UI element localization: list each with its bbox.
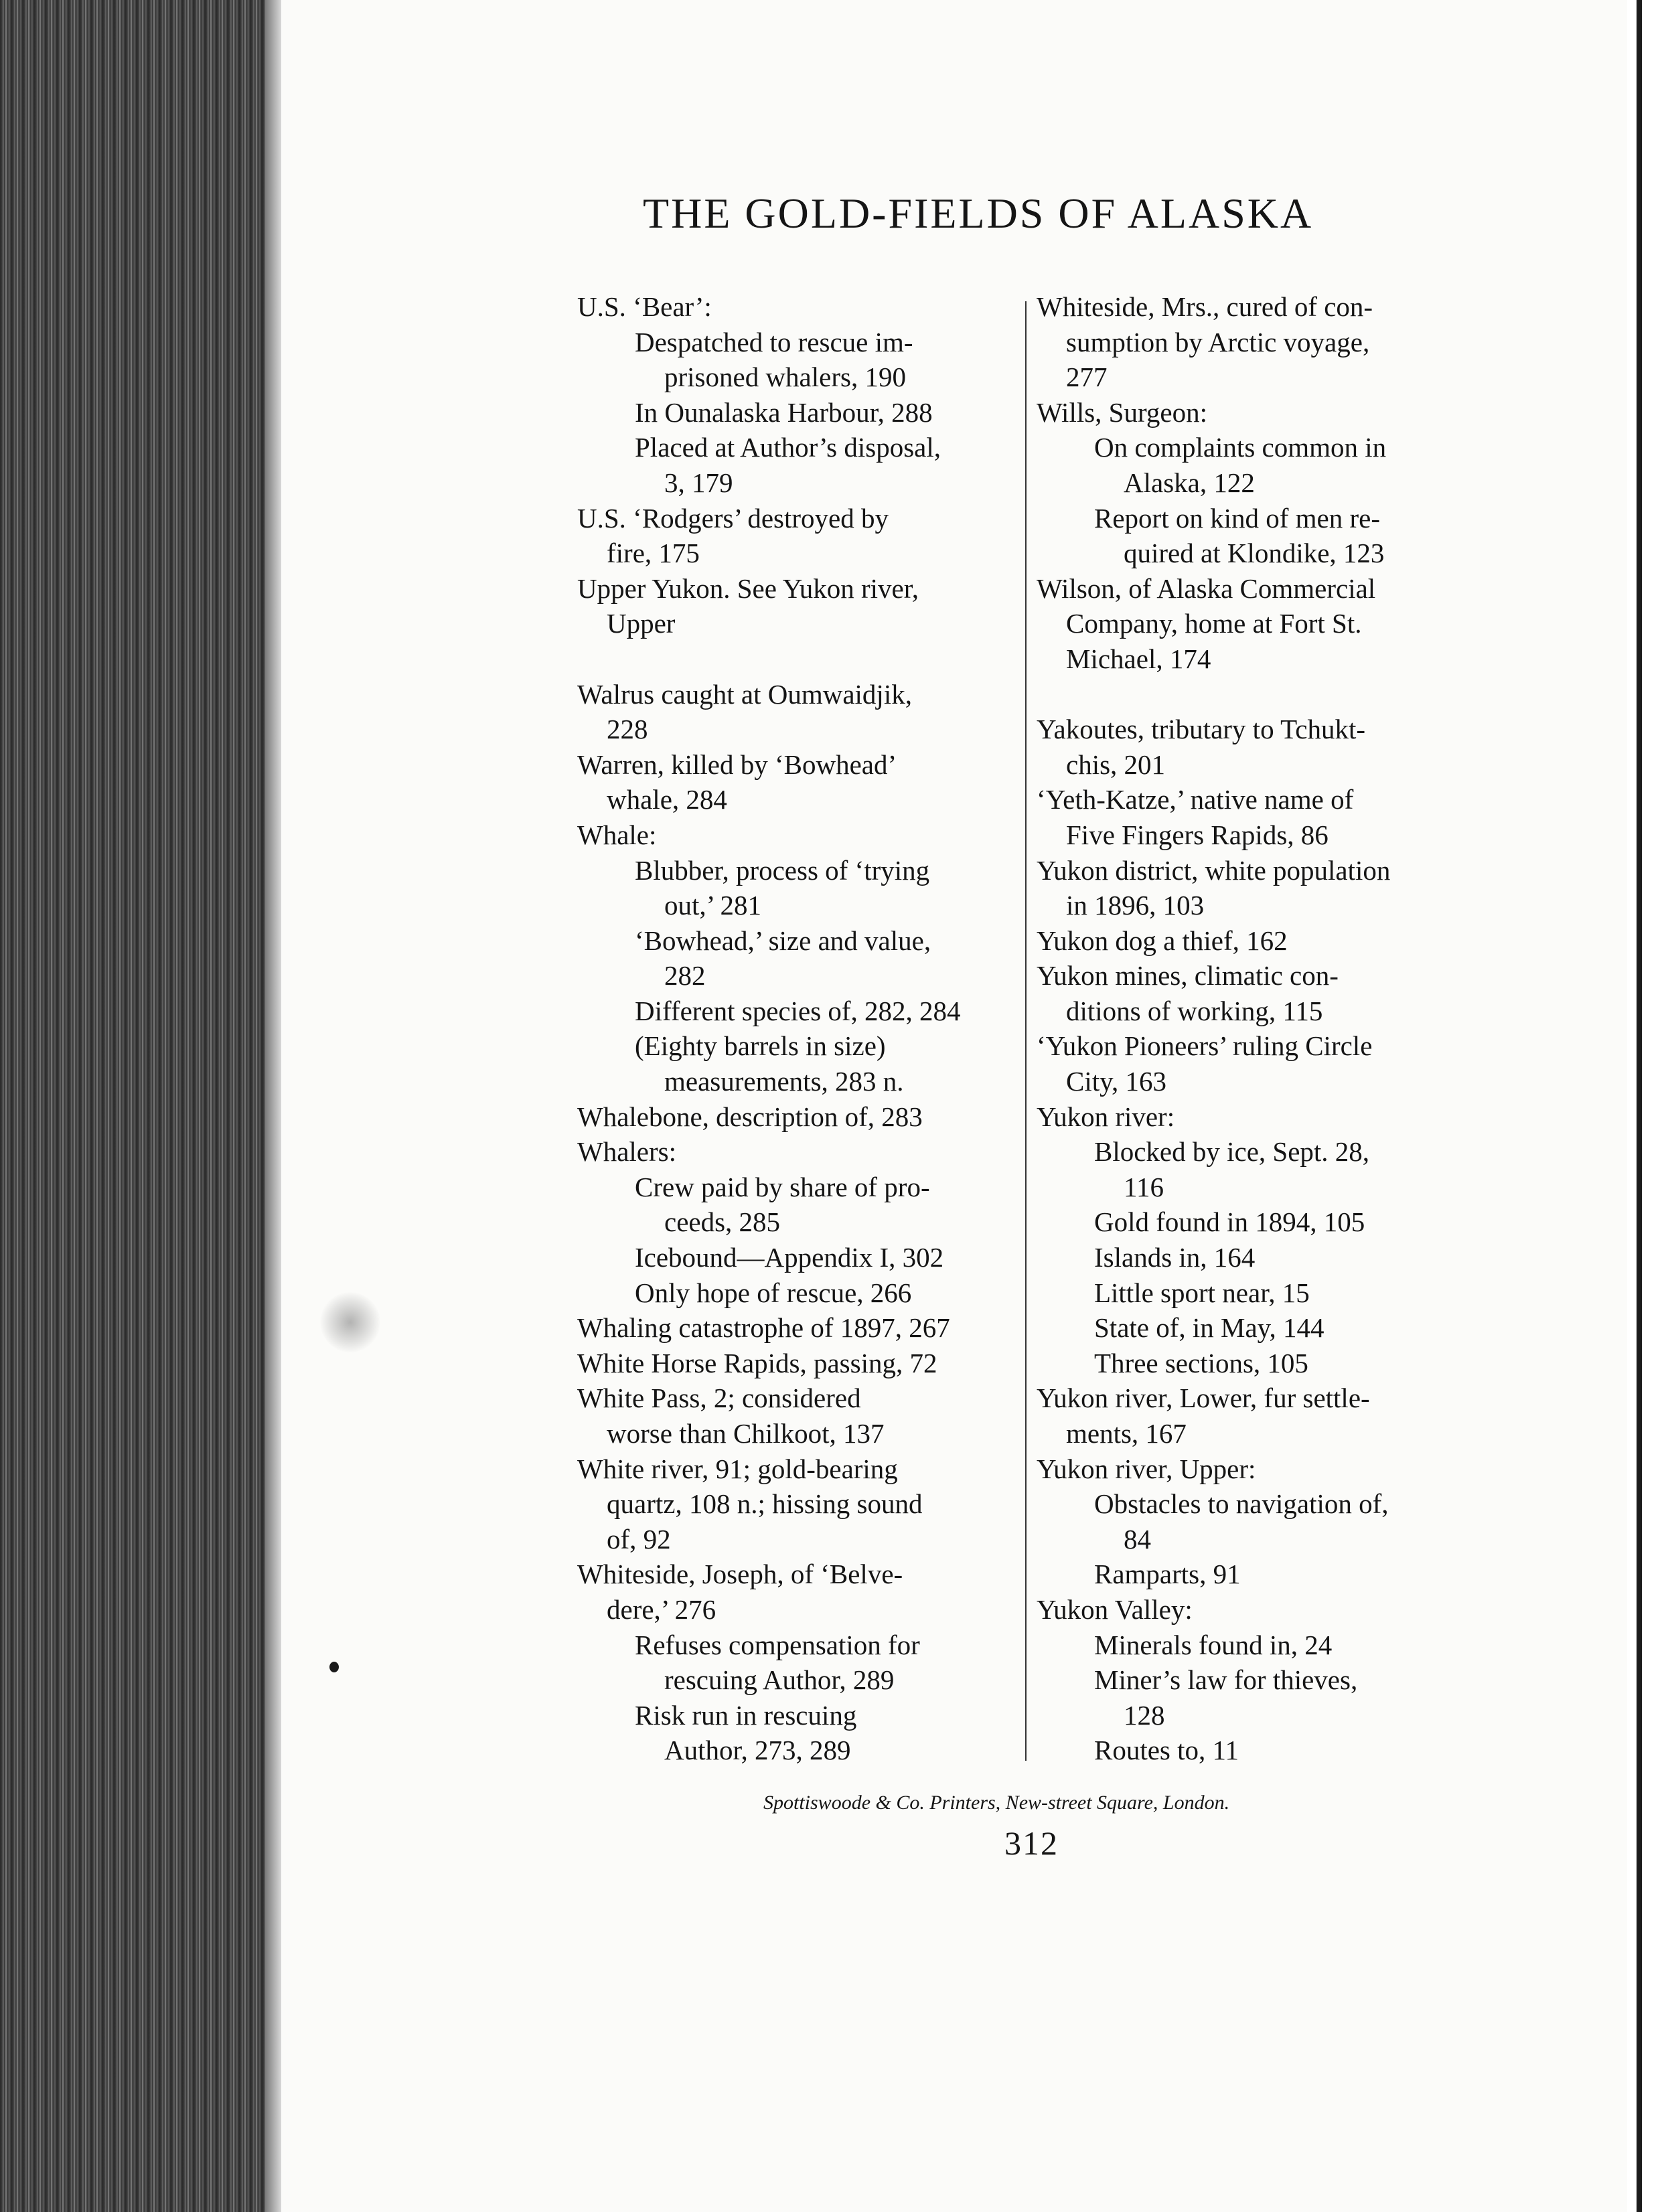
- index-subentry-line: Gold found in 1894, 105: [1094, 1206, 1365, 1238]
- index-subentry-line: Crew paid by share of pro-: [635, 1171, 930, 1202]
- index-subentry-line: ceeds, 285: [664, 1206, 781, 1238]
- scan-smudge: [320, 1292, 380, 1352]
- index-entry-line: City, 163: [1066, 1066, 1166, 1097]
- index-entry-line: Whiteside, Mrs., cured of con-: [1037, 291, 1373, 322]
- index-entry-line: Whalebone, description of, 283: [577, 1101, 923, 1132]
- page-title: THE GOLD-FIELDS OF ALASKA: [643, 189, 1314, 237]
- index-entry-line: Yukon Valley:: [1037, 1593, 1193, 1625]
- index-entry-line: Wilson, of Alaska Commercial: [1037, 572, 1376, 604]
- index-entry-line: U.S. ‘Bear’:: [577, 291, 712, 322]
- index-entry-line: of, 92: [607, 1523, 671, 1555]
- index-subentry-line: Refuses compensation for: [635, 1629, 920, 1660]
- index-subentry-line: prisoned whalers, 190: [664, 362, 906, 393]
- index-subentry-line: Three sections, 105: [1094, 1347, 1308, 1378]
- index-subentry-line: quired at Klondike, 123: [1124, 538, 1385, 569]
- index-subentry-line: Icebound—Appendix I, 302: [635, 1242, 944, 1273]
- index-entry-line: fire, 175: [607, 538, 700, 569]
- index-subentry-line: Risk run in rescuing: [635, 1699, 857, 1731]
- index-subentry-line: measurements, 283 n.: [664, 1066, 904, 1097]
- index-subentry-line: 128: [1124, 1699, 1165, 1731]
- index-entry-line: worse than Chilkoot, 137: [607, 1418, 885, 1449]
- index-subentry-line: rescuing Author, 289: [664, 1664, 895, 1696]
- index-entry-line: Yukon district, white population: [1037, 854, 1391, 886]
- index-subentry-line: 116: [1124, 1171, 1164, 1202]
- index-subentry-line: Little sport near, 15: [1094, 1277, 1310, 1308]
- index-subentry-line: Miner’s law for thieves,: [1094, 1664, 1358, 1696]
- index-entry-line: ditions of working, 115: [1066, 995, 1323, 1026]
- index-subentry-line: Ramparts, 91: [1094, 1559, 1241, 1590]
- index-subentry-line: 282: [664, 960, 706, 992]
- index-entry-line: U.S. ‘Rodgers’ destroyed by: [577, 502, 889, 534]
- index-entry-line: ‘Yukon Pioneers’ ruling Circle: [1037, 1030, 1373, 1062]
- index-entry-line: Yukon river:: [1037, 1101, 1175, 1132]
- index-entry-line: Michael, 174: [1066, 643, 1211, 674]
- index-entry-line: Yukon river, Upper:: [1037, 1453, 1256, 1484]
- index-entry-line: Whalers:: [577, 1136, 676, 1168]
- index-entry-line: Yakoutes, tributary to Tchukt-: [1037, 714, 1365, 745]
- index-entry-line: Upper Yukon. See Yukon river,: [577, 572, 919, 604]
- index-entry-line: Warren, killed by ‘Bowhead’: [577, 748, 897, 780]
- index-subentry-line: Author, 273, 289: [664, 1735, 851, 1766]
- index-entry-line: Five Fingers Rapids, 86: [1066, 819, 1329, 850]
- index-entry-line: Company, home at Fort St.: [1066, 608, 1362, 639]
- index-subentry-line: Different species of, 282, 284: [635, 995, 961, 1026]
- entry-gap: [1037, 677, 1479, 712]
- index-column-left: [577, 289, 1019, 1768]
- index-subentry-line: Report on kind of men re-: [1094, 502, 1380, 534]
- index-entry-line: Yukon river, Lower, fur settle-: [1037, 1382, 1370, 1414]
- index-subentry-line: Routes to, 11: [1094, 1735, 1239, 1766]
- index-subentry-line: Only hope of rescue, 266: [635, 1277, 912, 1308]
- index-subentry-line: Blubber, process of ‘trying: [635, 854, 930, 886]
- index-entry-line: Walrus caught at Oumwaidjik,: [577, 678, 912, 710]
- index-entry-line: ‘Yeth-Katze,’ native name of: [1037, 784, 1354, 815]
- index-entry-line: White Pass, 2; considered: [577, 1382, 861, 1414]
- index-entry-line: White river, 91; gold-bearing: [577, 1453, 898, 1484]
- printer-imprint: Spottiswoode & Co. Printers, New-street Square, London.: [763, 1792, 1230, 1814]
- index-entry-line: chis, 201: [1066, 748, 1166, 780]
- index-entry-line: quartz, 108 n.; hissing sound: [607, 1488, 923, 1520]
- index-subentry-line: ‘Bowhead,’ size and value,: [635, 925, 931, 956]
- index-entry-line: Yukon mines, climatic con-: [1037, 960, 1339, 992]
- index-entry-line: ments, 167: [1066, 1418, 1187, 1449]
- index-entry-line: sumption by Arctic voyage,: [1066, 326, 1370, 358]
- page-number: 312: [1004, 1824, 1059, 1862]
- index-entry-line: White Horse Rapids, passing, 72: [577, 1347, 937, 1378]
- index-subentry-line: Islands in, 164: [1094, 1242, 1256, 1273]
- scan-dot: [329, 1662, 339, 1672]
- book-page-edges: [0, 0, 281, 2212]
- index-subentry-line: Alaska, 122: [1124, 467, 1255, 498]
- index-subentry-line: State of, in May, 144: [1094, 1312, 1324, 1344]
- index-subentry-line: 84: [1124, 1523, 1151, 1555]
- index-subentry-line: Blocked by ice, Sept. 28,: [1094, 1136, 1370, 1168]
- column-divider: [1025, 301, 1027, 1761]
- index-subentry-line: Despatched to rescue im-: [635, 326, 913, 358]
- index-entry-line: Whaling catastrophe of 1897, 267: [577, 1312, 950, 1344]
- index-entry-line: Upper: [607, 608, 676, 639]
- index-entry-line: 228: [607, 714, 648, 745]
- index-entry-line: dere,’ 276: [607, 1593, 716, 1625]
- index-subentry-line: Obstacles to navigation of,: [1094, 1488, 1389, 1520]
- index-entry-line: 277: [1066, 362, 1108, 393]
- index-subentry-line: (Eighty barrels in size): [635, 1030, 886, 1062]
- entry-gap: [577, 641, 1019, 677]
- index-entry-line: Whale:: [577, 819, 657, 850]
- index-entry-line: whale, 284: [607, 784, 727, 815]
- index-entry-line: in 1896, 103: [1066, 890, 1205, 921]
- index-subentry-line: 3, 179: [664, 467, 733, 498]
- index-entry-line: Yukon dog a thief, 162: [1037, 925, 1288, 956]
- index-subentry-line: Minerals found in, 24: [1094, 1629, 1333, 1660]
- index-subentry-line: On complaints common in: [1094, 432, 1387, 463]
- index-subentry-line: Placed at Author’s disposal,: [635, 432, 941, 463]
- index-subentry-line: In Ounalaska Harbour, 288: [635, 396, 933, 428]
- index-entry-line: Whiteside, Joseph, of ‘Belve-: [577, 1559, 903, 1590]
- next-page-edge: [1627, 0, 1666, 2212]
- index-column-right: [1037, 289, 1479, 1768]
- index-subentry-line: out,’ 281: [664, 890, 762, 921]
- index-entry-line: Wills, Surgeon:: [1037, 396, 1207, 428]
